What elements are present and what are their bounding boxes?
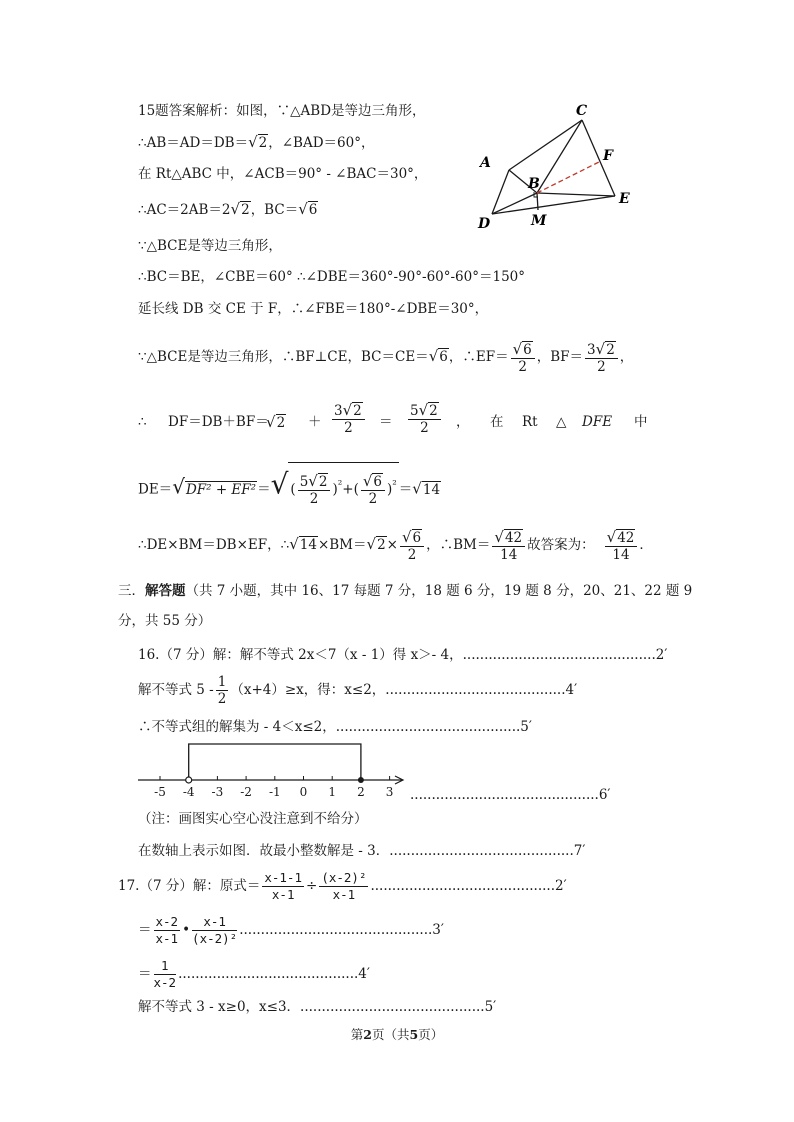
- sol15-line5: ∵△BCE是等边三角形，: [138, 238, 282, 254]
- label-c: C: [576, 103, 588, 119]
- tick-label: -1: [268, 785, 281, 799]
- label-e: E: [619, 191, 630, 207]
- sol16-line2: 解不等式 5 ‐ $\frac{1}{2}$ （x+4）≥x，得：x≤2，..........................................4′: [138, 674, 578, 707]
- sol15-line1: 15题答案解析：如图，∵△ABD是等边三角形，: [138, 103, 426, 119]
- solution-interval-bracket: [189, 744, 361, 780]
- sol15-line10: DE＝√DF² + EF²＝√ ( $\frac{5√2}{2}$ )$^{^2}$+( $\frac{√6}{2}$ )$^{^2}$ ＝√14: [138, 462, 441, 512]
- sol16-note: （注：画图实心空心没注意到不给分）: [138, 811, 368, 827]
- number-line: [130, 738, 415, 800]
- sol15-line8: ∵△BCE是等边三角形，∴BF⊥CE，BC＝CE＝√6，∴EF＝ $\frac{√6}{2}$ ，BF＝ $\frac{3√2}{2}$ ，: [138, 339, 634, 375]
- segment-ac: [509, 120, 582, 170]
- sol17-line4: 解不等式 3 ‐ x≥0，x≤3．...........................................5′: [138, 999, 497, 1015]
- sol15-line6: ∴BC＝BE，∠CBE＝60° ∴∠DBE＝360°‐90°‐60°‐60°＝150°: [138, 269, 526, 285]
- geometry-figure: [470, 100, 640, 235]
- open-endpoint: [186, 777, 192, 783]
- sol16-line3: ∴不等式组的解集为 ‐ 4＜x≤2，...........................................5′: [138, 719, 532, 735]
- tick-label: 3: [385, 785, 394, 799]
- tick-label: -2: [240, 785, 252, 799]
- sol15-line4: ∴AC＝2AB＝2√2，BC＝√6: [138, 200, 318, 218]
- fraction-3r2: $\frac{3√2}{2}$: [332, 402, 365, 436]
- section3-title: 三．解答题（共 7 小题，其中 16、17 每题 7 分，18 题 6 分，19 题 8 分，20、21、22 题 9: [118, 583, 693, 599]
- sol15-line7: 延长线 DB 交 CE 于 F，∴∠FBE＝180°‐∠DBE＝30°，: [138, 301, 489, 317]
- sol15-line3: 在 Rt△ABC 中，∠ACB＝90° ‐ ∠BAC＝30°，: [138, 166, 428, 182]
- label-a: A: [480, 155, 491, 171]
- tick-label: 2: [357, 785, 365, 799]
- sol16-line6: 在数轴上表示如图．故最小整数解是 ‐ 3．...........................................7′: [138, 843, 586, 859]
- fraction-5r2: $\frac{5√2}{2}$: [408, 402, 441, 436]
- sol15-line11: ∴DE×BM＝DB×EF，∴√14×BM＝√2× $\frac{√6}{2}$ ，∴BM＝ $\frac{√42}{14}$ 故答案为： $\frac{√42}{14}$ ．: [138, 527, 653, 563]
- label-d: D: [478, 216, 491, 232]
- tick-label: -5: [154, 785, 166, 799]
- tick-label: 1: [328, 785, 337, 799]
- tick-label: -3: [211, 785, 224, 799]
- sol15-line9: ∴ DF＝DB＋BF＝ √2 ＋ $\frac{3√2}{2}$ ＝ $\frac{5√2}{2}$ ， 在 Rt △ DFE 中: [138, 401, 648, 436]
- fraction-bf: $\frac{3√2}{2}$: [585, 341, 618, 375]
- sol17-line1: 17.（7 分）解：原式＝ $\frac{x-1-1}{x-1}$ ÷ $\frac{\text{(x-2)²}}{x-1}$ ...........................................2′: [118, 870, 567, 902]
- sol15-line2: ∴AB＝AD＝DB＝√2，∠BAD＝60°，: [138, 133, 375, 151]
- label-b: B: [528, 176, 540, 192]
- sol17-line2: ＝ $\frac{x-2}{x-1}$ • $\frac{x-1}{\text{(x-2)²}}$ .............................................3′: [138, 914, 444, 946]
- closed-endpoint: [358, 777, 364, 783]
- section3-title-cont: 分，共 55 分）: [118, 613, 212, 629]
- sol16-line1: 16.（7 分）解：解不等式 2x＜7（x ‐ 1）得 x＞‐ 4，.............................................2′: [138, 647, 668, 663]
- label-m: M: [531, 213, 547, 229]
- sol17-line3: ＝ $\frac{1}{x-2}$ ..........................................4′: [138, 958, 370, 990]
- tick-label: -4: [182, 785, 195, 799]
- fraction-ef: $\frac{√6}{2}$: [511, 341, 535, 375]
- label-f: F: [603, 148, 613, 164]
- page-footer: 第2页（共5页）: [350, 1027, 444, 1042]
- tick-label: 0: [299, 785, 308, 799]
- sol16-line4: ............................................6′: [410, 787, 611, 803]
- segment-be: [537, 193, 615, 196]
